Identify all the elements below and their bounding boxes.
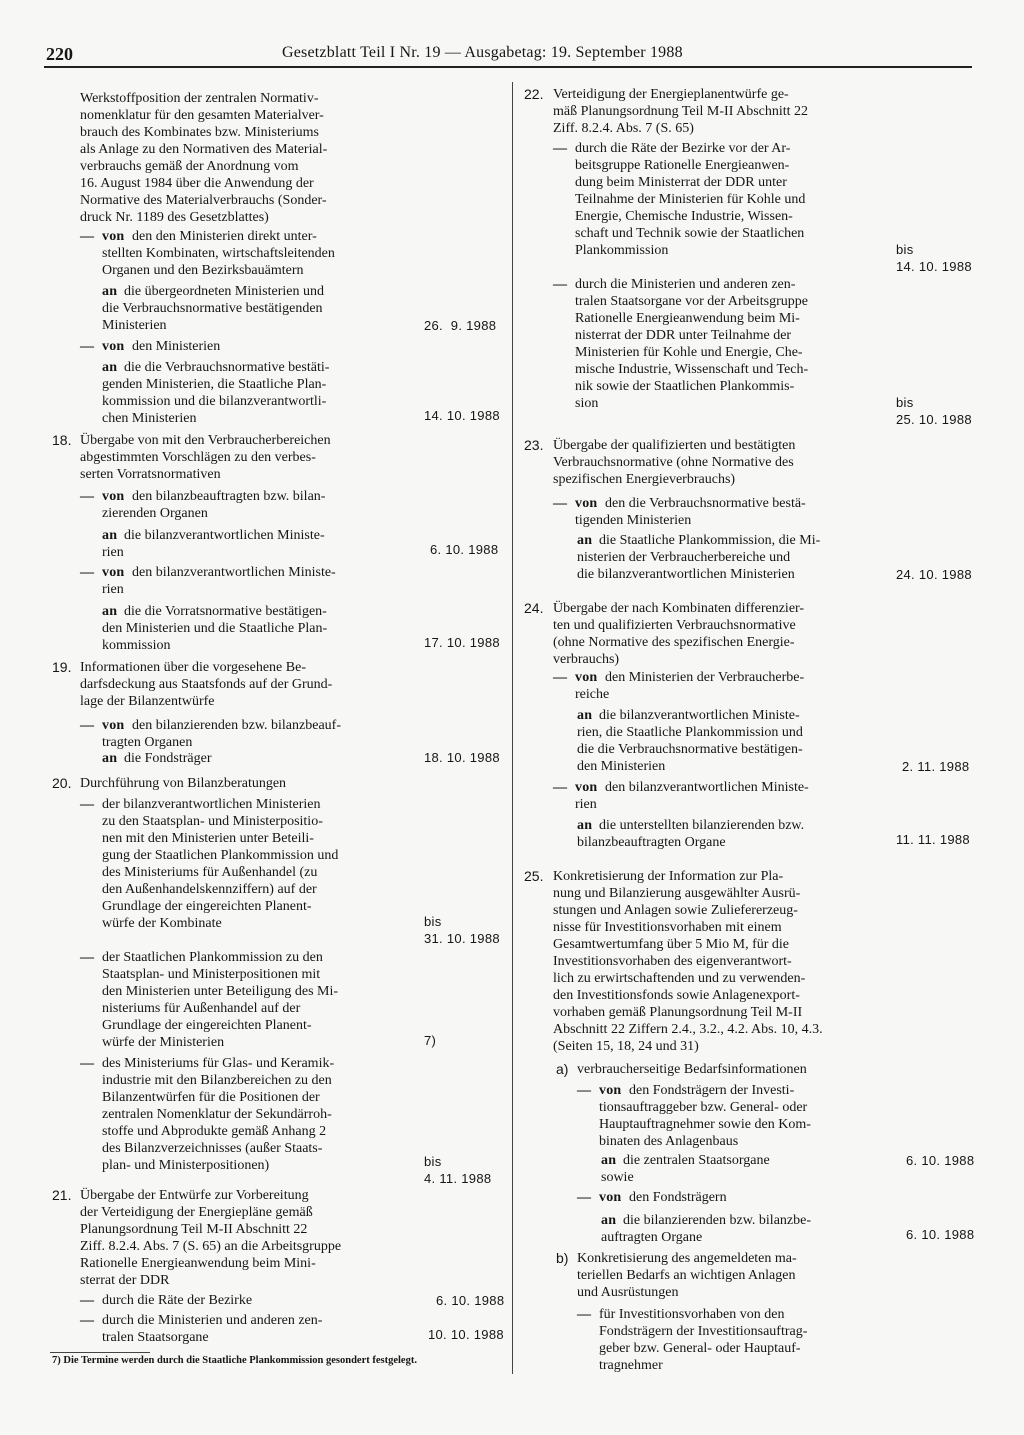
- left-an-label: an: [102, 528, 118, 543]
- left-text-line: des Ministeriums für Glas- und Keramik-: [102, 1056, 335, 1071]
- right-dash-marker: —: [577, 1083, 592, 1098]
- right-text-line: Investitionsvorhaben des eigenverantwort-: [553, 954, 792, 969]
- left-text-line: der bilanzverantwortlichen Ministerien: [102, 797, 321, 812]
- left-text-line: Rationelle Energieanwendung beim Mini-: [80, 1256, 316, 1271]
- right-text-line: Plankommission: [575, 243, 669, 258]
- right-text-line: teriellen Bedarfs an wichtigen Anlagen: [577, 1268, 796, 1283]
- left-text-line: den Außenhandelskennziffern) auf der: [102, 882, 317, 897]
- right-deadline-date: 6. 10. 1988: [906, 1227, 975, 1242]
- left-deadline-date: bis: [424, 914, 442, 929]
- left-text-line: der Staatlichen Plankommission zu den: [102, 950, 323, 965]
- right-an-label: an: [577, 533, 593, 548]
- left-deadline-date: 6. 10. 1988: [430, 542, 499, 557]
- right-text-line: Verbrauchsnormative (ohne Normative des: [553, 455, 794, 470]
- right-text-line: den Ministerien der Verbraucherbe-: [605, 670, 805, 685]
- left-text-line: durch die Räte der Bezirke: [102, 1293, 253, 1308]
- right-text-line: vorhaben gemäß Planungsordnung Teil M-II: [553, 1005, 803, 1020]
- left-item-number: 21.: [52, 1187, 72, 1203]
- right-text-line: die unterstellten bilanzierenden bzw.: [599, 818, 805, 833]
- left-text-line: die die Vorratsnormative bestätigen-: [124, 604, 327, 619]
- left-text-line: Bilanzentwürfen für die Positionen der: [102, 1090, 320, 1105]
- right-text-line: Ministerien für Kohle und Energie, Che-: [575, 345, 803, 360]
- left-von-label: von: [102, 489, 125, 504]
- right-deadline-date: 25. 10. 1988: [896, 412, 972, 427]
- left-text-line: tragten Organen: [102, 735, 193, 750]
- column-divider: [512, 82, 513, 1374]
- right-text-line: den Ministerien: [577, 759, 666, 774]
- left-text-line: des Bilanzverzeichnisses (außer Staats-: [102, 1141, 323, 1156]
- left-text-line: den bilanzbeauftragten bzw. bilan-: [132, 489, 326, 504]
- left-text-line: kommission: [102, 638, 171, 653]
- right-dash-marker: —: [553, 141, 568, 156]
- left-text-line: Grundlage der eingereichten Planent-: [102, 1018, 312, 1033]
- right-text-line: beitsgruppe Rationelle Energieanwen-: [575, 158, 790, 173]
- right-dash-marker: —: [553, 670, 568, 685]
- right-text-line: auftragten Organe: [601, 1230, 703, 1245]
- left-dash-marker: —: [80, 1313, 95, 1328]
- right-von-label: von: [599, 1083, 622, 1098]
- left-text-line: nisteriums für Außenhandel auf der: [102, 1001, 301, 1016]
- header-rule: [44, 66, 972, 68]
- left-text-line: den Ministerien unter Beteiligung des Mi-: [102, 984, 339, 999]
- left-text-line: Übergabe der Entwürfe zur Vorbereitung: [80, 1188, 309, 1203]
- right-an-label: an: [577, 708, 593, 723]
- right-text-line: nisterrat der DDR unter Teilnahme der: [575, 328, 792, 343]
- right-text-line: die bilanzverantwortlichen Ministerien: [577, 567, 795, 582]
- right-an-label: an: [577, 818, 593, 833]
- left-text-line: den den Ministerien direkt unter-: [132, 229, 317, 244]
- right-text-line: die zentralen Staatsorgane: [623, 1153, 770, 1168]
- right-deadline-date: 2. 11. 1988: [902, 759, 970, 774]
- left-von-label: von: [102, 339, 125, 354]
- right-text-line: ten und qualifizierten Verbrauchsnormative: [553, 618, 796, 633]
- left-text-line: plan- und Ministerpositionen): [102, 1158, 270, 1173]
- left-text-line: den Ministerien und die Staatliche Plan-: [102, 621, 328, 636]
- right-text-line: Energie, Chemische Industrie, Wissen-: [575, 209, 793, 224]
- left-text-line: rien: [102, 582, 124, 597]
- right-text-line: Abschnitt 22 Ziffern 2.4., 3.2., 4.2. Abs. 10, 4.3.: [553, 1022, 823, 1037]
- left-text-line: sterrat der DDR: [80, 1273, 170, 1288]
- right-dash-marker: —: [553, 780, 568, 795]
- right-text-line: nisterien der Verbraucherbereiche und: [577, 550, 791, 565]
- right-text-line: nisse für Investitionsvorhaben mit einem: [553, 920, 782, 935]
- right-an-label: an: [601, 1153, 617, 1168]
- left-text-line: Ziff. 8.2.4. Abs. 7 (S. 65) an die Arbeitsgruppe: [80, 1239, 342, 1254]
- right-text-line: rien, die Staatliche Plankommission und: [577, 725, 803, 740]
- right-deadline-date: 11. 11. 1988: [896, 832, 970, 847]
- right-dash-marker: —: [577, 1190, 592, 1205]
- footnote-rule: [50, 1352, 150, 1353]
- left-deadline-date: 7): [424, 1033, 437, 1048]
- left-text-line: nen mit den Ministerien unter Beteili-: [102, 831, 314, 846]
- left-text-line: zu den Staatsplan- und Ministerpositio-: [102, 814, 323, 829]
- right-text-line: Konkretisierung der Information zur Pla-: [553, 869, 784, 884]
- right-text-line: (ohne Normative des spezifischen Energie-: [553, 635, 795, 650]
- left-text-line: genden Ministerien, die Staatliche Plan-: [102, 377, 327, 392]
- left-text-line: gung der Staatlichen Plankommission und: [102, 848, 339, 863]
- left-text-line: chen Ministerien: [102, 411, 197, 426]
- left-dash-marker: —: [80, 565, 95, 580]
- left-text-line: darfsdeckung aus Staatsfonds auf der Grund-: [80, 677, 333, 692]
- right-text-line: Übergabe der nach Kombinaten differenzier-: [553, 601, 805, 616]
- right-text-line: Konkretisierung des angemeldeten ma-: [577, 1251, 797, 1266]
- left-deadline-date: 4. 11. 1988: [424, 1171, 492, 1186]
- left-dash-marker: —: [80, 1293, 95, 1308]
- right-von-label: von: [599, 1190, 622, 1205]
- right-text-line: verbraucherseitige Bedarfsinformationen: [577, 1062, 807, 1077]
- left-text-line: Organen und den Bezirksbauämtern: [102, 263, 304, 278]
- right-item-number: b): [556, 1250, 569, 1266]
- right-text-line: nung und Bilanzierung ausgewählter Ausrü-: [553, 886, 801, 901]
- right-text-line: schaft und Technik sowie der Staatlichen: [575, 226, 805, 241]
- left-dash-marker: —: [80, 229, 95, 244]
- right-text-line: Teilnahme der Ministerien für Kohle und: [575, 192, 806, 207]
- left-text-line: als Anlage zu den Normativen des Material-: [80, 142, 328, 157]
- left-text-line: abgestimmten Vorschlägen zu den verbes-: [80, 450, 316, 465]
- right-text-line: tigenden Ministerien: [575, 513, 692, 528]
- left-text-line: zentralen Nomenklatur der Sekundärroh-: [102, 1107, 332, 1122]
- right-text-line: spezifischen Energieverbrauchs): [553, 472, 736, 487]
- right-text-line: reiche: [575, 687, 610, 702]
- left-text-line: stoffe und Abprodukte gemäß Anhang 2: [102, 1124, 327, 1139]
- right-text-line: Übergabe der qualifizierten und bestätigten: [553, 438, 796, 453]
- right-deadline-date: 14. 10. 1988: [896, 259, 972, 274]
- right-text-line: die die Verbrauchsnormative bestätigen-: [577, 742, 803, 757]
- right-item-number: 22.: [524, 86, 544, 102]
- left-text-line: lage der Bilanzentwürfe: [80, 694, 215, 709]
- left-deadline-date: 6. 10. 1988: [436, 1293, 505, 1308]
- left-dash-marker: —: [80, 489, 95, 504]
- left-text-line: verbrauchs gemäß der Anordnung vom: [80, 159, 299, 174]
- left-dash-marker: —: [80, 797, 95, 812]
- left-text-line: industrie mit den Bilanzbereichen zu den: [102, 1073, 332, 1088]
- left-text-line: den Ministerien: [132, 339, 221, 354]
- right-von-label: von: [575, 780, 598, 795]
- left-text-line: die bilanzverantwortlichen Ministe-: [124, 528, 325, 543]
- right-text-line: mäß Planungsordnung Teil M-II Abschnitt 22: [553, 104, 809, 119]
- right-text-line: sion: [575, 396, 599, 411]
- right-text-line: geber bzw. General- oder Hauptauf-: [599, 1341, 801, 1356]
- left-text-line: den bilanzverantwortlichen Ministe-: [132, 565, 336, 580]
- left-text-line: die Verbrauchsnormative bestätigenden: [102, 301, 323, 316]
- left-text-line: Ministerien: [102, 318, 167, 333]
- left-text-line: den bilanzierenden bzw. bilanzbeauf-: [132, 718, 341, 733]
- right-text-line: bilanzbeauftragten Organe: [577, 835, 726, 850]
- right-text-line: tralen Staatsorgane vor der Arbeitsgruppe: [575, 294, 809, 309]
- right-text-line: durch die Räte der Bezirke vor der Ar-: [575, 141, 791, 156]
- right-text-line: nik sowie der Staatlichen Plankommis-: [575, 379, 795, 394]
- right-dash-marker: —: [577, 1307, 592, 1322]
- left-von-label: von: [102, 718, 125, 733]
- left-text-line: Durchführung von Bilanzberatungen: [80, 776, 287, 791]
- right-deadline-date: 24. 10. 1988: [896, 567, 972, 582]
- right-dash-marker: —: [553, 277, 568, 292]
- left-text-line: druck Nr. 1189 des Gesetzblattes): [80, 210, 269, 225]
- left-dash-marker: —: [80, 718, 95, 733]
- left-an-label: an: [102, 284, 118, 299]
- right-deadline-date: 6. 10. 1988: [906, 1153, 975, 1168]
- left-von-label: von: [102, 565, 125, 580]
- right-item-number: a): [556, 1061, 569, 1077]
- left-deadline-date: 26. 9. 1988: [424, 318, 497, 333]
- left-deadline-date: 10. 10. 1988: [428, 1327, 504, 1342]
- right-text-line: binaten des Anlagenbaus: [599, 1134, 739, 1149]
- left-an-label: an: [102, 360, 118, 375]
- right-text-line: dung beim Ministerrat der DDR unter: [575, 175, 787, 190]
- right-text-line: Verteidigung der Energieplanentwürfe ge-: [553, 87, 789, 102]
- right-text-line: den bilanzverantwortlichen Ministe-: [605, 780, 809, 795]
- right-text-line: und Ausrüstungen: [577, 1285, 679, 1300]
- right-item-number: 23.: [524, 437, 544, 453]
- left-text-line: brauch des Kombinates bzw. Ministeriums: [80, 125, 319, 140]
- left-text-line: kommission und die bilanzverantwortli-: [102, 394, 327, 409]
- right-text-line: Fondsträgern der Investitionsauftrag-: [599, 1324, 808, 1339]
- page-number: 220: [46, 44, 73, 64]
- right-text-line: (Seiten 15, 18, 24 und 31): [553, 1039, 699, 1054]
- left-text-line: nomenklatur für den gesamten Materialver-: [80, 108, 324, 123]
- right-text-line: den Fondsträgern der Investi-: [629, 1083, 795, 1098]
- left-text-line: Grundlage der eingereichten Planent-: [102, 899, 312, 914]
- left-an-label: an: [102, 604, 118, 619]
- right-text-line: Rationelle Energieanwendung beim Mi-: [575, 311, 800, 326]
- left-text-line: Werkstoffposition der zentralen Normativ-: [80, 91, 319, 106]
- left-text-line: rien: [102, 545, 124, 560]
- left-item-number: 18.: [52, 432, 72, 448]
- left-deadline-date: bis: [424, 1154, 442, 1169]
- right-text-line: lich zu erwirtschaftenden und zu verwenden-: [553, 971, 806, 986]
- right-text-line: durch die Ministerien und anderen zen-: [575, 277, 796, 292]
- right-text-line: den Fondsträgern: [629, 1190, 727, 1205]
- left-text-line: tralen Staatsorgane: [102, 1330, 209, 1345]
- left-dash-marker: —: [80, 339, 95, 354]
- right-text-line: den die Verbrauchsnormative bestä-: [605, 496, 806, 511]
- right-text-line: verbrauchs): [553, 652, 620, 667]
- left-item-number: 20.: [52, 775, 72, 791]
- left-text-line: stellten Kombinaten, wirtschaftsleitenden: [102, 246, 335, 261]
- right-dash-marker: —: [553, 496, 568, 511]
- right-text-line: den Investitionsfonds sowie Anlagenexport-: [553, 988, 800, 1003]
- left-text-line: die übergeordneten Ministerien und: [124, 284, 324, 299]
- right-text-line: die Staatliche Plankommission, die Mi-: [599, 533, 821, 548]
- left-text-line: Staatsplan- und Ministerpositionen mit: [102, 967, 321, 982]
- left-text-line: durch die Ministerien und anderen zen-: [102, 1313, 323, 1328]
- left-an-label: an: [102, 751, 118, 766]
- left-text-line: Informationen über die vorgesehene Be-: [80, 660, 306, 675]
- left-text-line: Normative des Materialverbrauchs (Sonder-: [80, 193, 327, 208]
- right-text-line: sowie: [601, 1170, 634, 1185]
- right-item-number: 25.: [524, 868, 544, 884]
- right-text-line: tragnehmer: [599, 1358, 663, 1373]
- left-text-line: Übergabe von mit den Verbraucherbereichen: [80, 433, 331, 448]
- right-text-line: die bilanzierenden bzw. bilanzbe-: [623, 1213, 812, 1228]
- right-text-line: tionsauftraggeber bzw. General- oder: [599, 1100, 808, 1115]
- left-dash-marker: —: [80, 1056, 95, 1071]
- right-von-label: von: [575, 670, 598, 685]
- left-text-line: zierenden Organen: [102, 506, 208, 521]
- right-text-line: Gesamtwertumfang über 5 Mio M, für die: [553, 937, 789, 952]
- right-text-line: rien: [575, 797, 597, 812]
- left-text-line: 16. August 1984 über die Anwendung der: [80, 176, 314, 191]
- left-text-line: würfe der Kombinate: [102, 916, 222, 931]
- left-item-number: 19.: [52, 659, 72, 675]
- left-text-line: die Fondsträger: [124, 751, 212, 766]
- left-text-line: würfe der Ministerien: [102, 1035, 225, 1050]
- footnote: 7) Die Termine werden durch die Staatliche Plankommission gesondert festgelegt.: [52, 1355, 417, 1366]
- left-von-label: von: [102, 229, 125, 244]
- right-text-line: die bilanzverantwortlichen Ministe-: [599, 708, 800, 723]
- right-text-line: stungen und Anlagen sowie Zuliefererzeug-: [553, 903, 798, 918]
- left-text-line: des Ministeriums für Außenhandel (zu: [102, 865, 318, 880]
- left-deadline-date: 18. 10. 1988: [424, 750, 500, 765]
- left-dash-marker: —: [80, 950, 95, 965]
- left-text-line: die die Verbrauchsnormative bestäti-: [124, 360, 330, 375]
- right-deadline-date: bis: [896, 395, 914, 410]
- right-von-label: von: [575, 496, 598, 511]
- left-deadline-date: 17. 10. 1988: [424, 635, 500, 650]
- right-text-line: für Investitionsvorhaben von den: [599, 1307, 785, 1322]
- right-text-line: mische Industrie, Wissenschaft und Tech-: [575, 362, 809, 377]
- running-title: Gesetzblatt Teil I Nr. 19 — Ausgabetag: 19. September 1988: [282, 44, 683, 61]
- left-deadline-date: 31. 10. 1988: [424, 931, 500, 946]
- left-text-line: Planungsordnung Teil M-II Abschnitt 22: [80, 1222, 308, 1237]
- left-deadline-date: 14. 10. 1988: [424, 408, 500, 423]
- right-text-line: Ziff. 8.2.4. Abs. 7 (S. 65): [553, 121, 694, 136]
- right-text-line: Hauptauftragnehmer sowie den Kom-: [599, 1117, 811, 1132]
- right-an-label: an: [601, 1213, 617, 1228]
- right-item-number: 24.: [524, 600, 544, 616]
- left-text-line: serten Vorratsnormativen: [80, 467, 221, 482]
- left-text-line: der Verteidigung der Energiepläne gemäß: [80, 1205, 313, 1220]
- right-deadline-date: bis: [896, 242, 914, 257]
